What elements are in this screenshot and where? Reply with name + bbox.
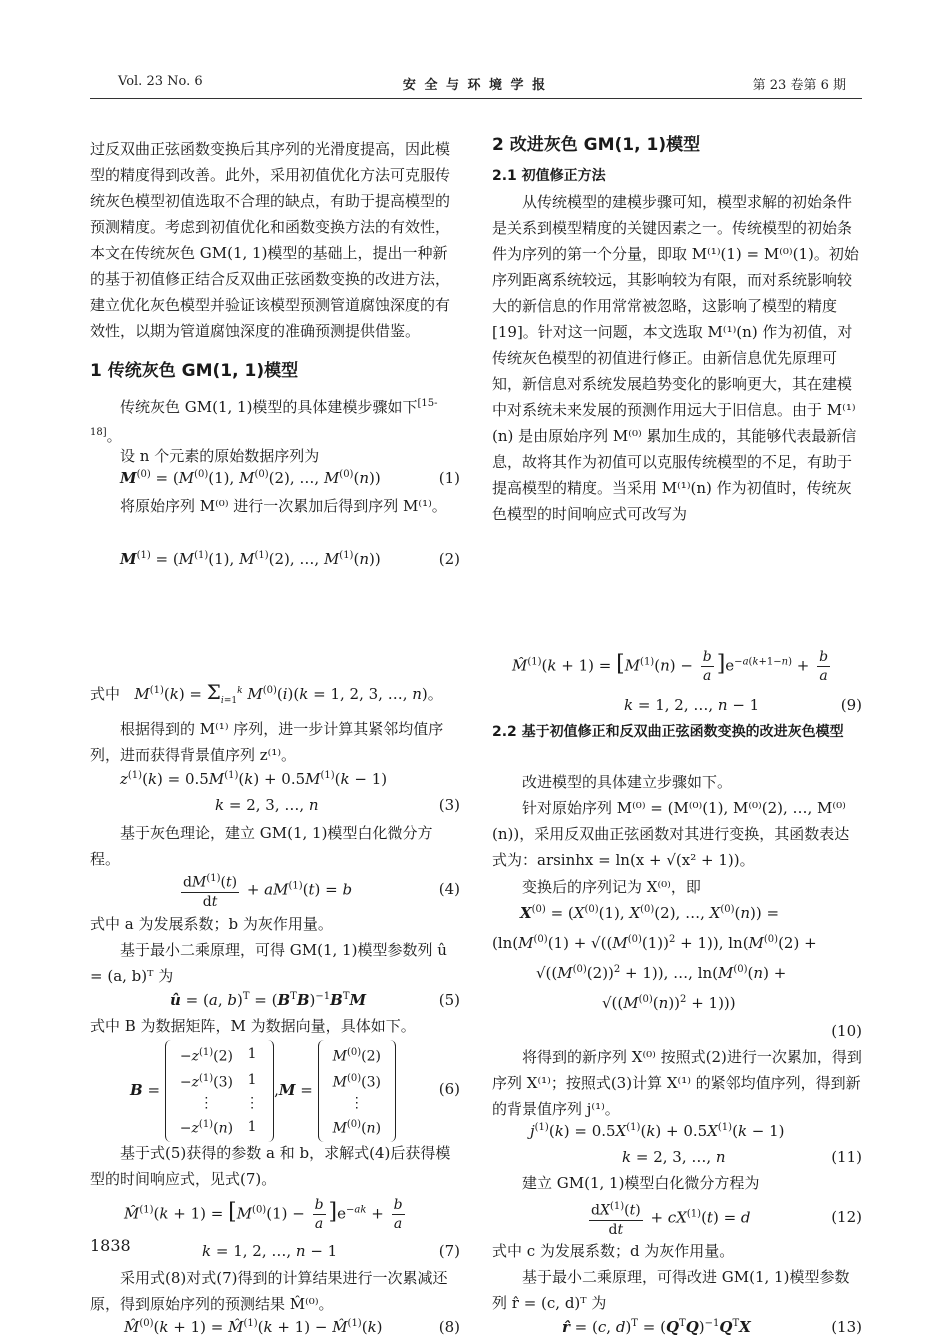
equation-5-number: (5) [438,991,460,1009]
vector-M: $M^{(0)}(2)$ $M^{(0)}(3)$ ⋮ $M^{(0)}(n)$ [318,1040,396,1142]
equation-2: $M^{(1)} = (M^{(1)}(1)$, $M^{(1)}(2)$, …, $M^{(1)}(n)$) [120,550,381,568]
equation-9-range: k = 1, 2, …, n − 1 [624,696,760,714]
equation-6: B = $-z^{(1)}(2)$ 1 $-z^{(1)}(3)$ 1 ⋮ ⋮ $-z^{(1)}(n)$ 1 ,M = $M^{(0)}(2)$ $M^{(0)}(3)$ ⋮ $M^{(0)}(n)$ [130,1040,460,1142]
equation-3-range: k = 2, 3, …, n [215,796,319,814]
para-least-squares: 基于最小二乘原理，可得 GM(1, 1)模型参数列 û = (a, b)ᵀ 为 [90,941,447,985]
header-volume: Vol. 23 No. 6 [118,74,203,89]
header-journal-title: 安 全 与 环 境 学 报 [402,78,548,93]
para-accumulate: 将原始序列 M⁽⁰⁾ 进行一次累加后得到序列 M⁽¹⁾。 [120,497,447,515]
para-modeling-steps: 传统灰色 GM(1, 1)模型的具体建模步骤如下[15-18]。 [90,398,438,445]
page-number: 1838 [90,1236,131,1255]
matrix-B: $-z^{(1)}(2)$ 1 $-z^{(1)}(3)$ 1 ⋮ ⋮ $-z^{(1)}(n)$ 1 [165,1040,274,1142]
para-new-sequence: 将得到的新序列 X⁽⁰⁾ 按照式(2)进行一次累加，得到序列 X⁽¹⁾；按照式(3)计算 X⁽¹⁾ 的紧邻均值序列，得到新的背景值序列 j⁽¹⁾。 [492,1048,862,1118]
equation-7-range: k = 1, 2, …, n − 1 [202,1242,338,1260]
section-2-1-heading: 2.1 初值修正方法 [492,168,606,184]
para-improved-steps: 改进模型的具体建立步骤如下。 [522,773,733,791]
para-time-response: 基于式(5)获得的参数 a 和 b，求解式(4)后获得模型的时间响应式，见式(7)。 [90,1144,451,1188]
equation-9-number: (9) [840,696,862,714]
para-whitening-equation: 基于灰色理论，建立 GM(1, 1)模型白化微分方程。 [90,824,433,868]
equation-4-number: (4) [438,880,460,898]
citation: [15-18] [90,398,438,438]
equation-10-line-1: $X^{(0)} = (X^{(0)}(1)$, $X^{(0)}(2)$, …, $X^{(0)}(n)$) = [520,904,780,922]
equation-10-line-3: $√((M^{(0)}(2))^2 + 1)$), …, $\ln(M^{(0)}(n)$ + [536,964,787,982]
para-matrix-def: 式中 B 为数据矩阵，M 为数据向量，具体如下。 [90,1017,416,1035]
section-1-heading: 1 传统灰色 GM(1, 1)模型 [90,361,299,381]
header-issue: 第 23 卷第 6 期 [752,78,846,93]
para-improved-coefficients: 式中 c 为发展系数；d 为灰作用量。 [492,1242,735,1260]
para-arsinh-transform: 针对原始序列 M⁽⁰⁾ = (M⁽⁰⁾(1), M⁽⁰⁾(2), …, M⁽⁰⁾(n))，采用反双曲正弦函数对其进行变换，其函数表达式为：arsinhx = ln(x + √(x² + 1))。 [492,799,850,869]
equation-12: $\frac{dX^{(1)}(t)}{dt}$ + $cX^{(1)}(t) = d$ [586,1198,862,1239]
equation-7: M̂$^{(1)}$(k + $1) = [M^{(0)}(1)$ − $\frac{b}{a}$ ]$e^{-ak}$ + $\frac{b}{a}$ [124,1197,403,1232]
equation-13-number: (13) [831,1318,862,1336]
intro-paragraph: 过反双曲正弦函数变换后其序列的光滑度提高，因此模型的精度得到改善。此外，采用初值优化方法可克服传统灰色模型初值选取不合理的缺点，有助于提高模型的预测精度。考虑到初值优化和函数变换方法的有效性，本文在传统灰色 GM(1, 1)模型的基础上，提出一种新的基于初值修正结合反双曲正弦函数变换的改进方法，建立优化灰色模型并验证该模型预测管道腐蚀深度的有效性，以期为管道腐蚀深度的准确预测提供借鉴。 [90,140,451,340]
equation-11: $j^{(1)}(k) = 0.5X^{(1)}(k) + 0.5X^{(1)}(k - 1)$ [530,1122,785,1140]
para-inverse-accumulate: 采用式(8)对式(7)得到的计算结果进行一次累减还原，得到原始序列的预测结果 M̂⁽⁰⁾。 [90,1269,448,1313]
equation-12-number: (12) [831,1208,862,1226]
equation-11-range: k = 2, 3, …, n [622,1148,726,1166]
equation-8: M̂$^{(0)}$(k + 1) = M̂$^{(1)}$(k + 1) − M̂$^{(1)}$(k) [124,1318,383,1336]
equation-10-number: (10) [831,1022,862,1040]
para-initial-value-correction: 从传统模型的建模步骤可知，模型求解的初始条件是关系到模型精度的关键因素之一。传统模型的初始条件为序列的第一个分量，即取 M⁽¹⁾(1) = M⁽⁰⁾(1)。初始序列距离系统较远，其影响较为有限，而对系统影响较大的新信息的作用常常被忽略，这影响了模型的精度[19]。针对这一问题，本文选取 M⁽¹⁾(n) 作为初值，对传统灰色模型的初值进行修正。由新信息优先原理可知，新信息对系统发展趋势变化的影响更大，其在建模中对系统未来发展的预测作用远大于旧信息。由于 M⁽¹⁾(n) 是由原始序列 M⁽⁰⁾ 累加生成的，其能够代表最新信息，故将其作为初值可以克服传统模型的不足，有助于提高模型的精度。当采用 M⁽¹⁾(n) 作为初值时，传统灰色模型的时间响应式可改写为 [492,193,859,523]
equation-13: r̂ = (c, $d)^T = (Q^TQ)^{-1}Q^TX$ [562,1318,751,1336]
para-improved-whitening: 建立 GM(1, 1)模型白化微分方程为 [522,1174,760,1192]
para-coefficients: 式中 a 为发展系数；b 为灰作用量。 [90,915,333,933]
equation-2-definition: 式中 $M^{(1)}(k) = \Sigma_{i=1}^k$ $M^{(0)}(i)(k = 1$, 2, 3, …, n)。 [90,680,443,706]
equation-3-number: (3) [438,796,460,814]
equation-10-line-4: $√((M^{(0)}(n))^2 + 1)$)) [602,994,736,1012]
equation-1: $M^{(0)} = (M^{(0)}(1)$, $M^{(0)}(2)$, …, $M^{(0)}(n)$) [120,469,381,487]
equation-2-number: (2) [438,550,460,568]
para-transformed-sequence: 变换后的序列记为 X⁽⁰⁾，即 [522,878,701,896]
para-background-value: 根据得到的 M⁽¹⁾ 序列，进一步计算其紧邻均值序列，进而获得背景值序列 z⁽¹⁾。 [90,720,444,764]
para-improved-least-squares: 基于最小二乘原理，可得改进 GM(1, 1)模型参数列 r̂ = (c, d)ᵀ 为 [492,1268,850,1312]
equation-9: M̂$^{(1)}$(k + $1) = [M^{(1)}(n)$ − $\frac{b}{a}$ ]$e^{-a(k+1-n)}$ + $\frac{b}{a}$ [512,649,829,684]
section-2-2-heading: 2.2 基于初值修正和反双曲正弦函数变换的改进灰色模型 [492,724,844,740]
equation-11-number: (11) [831,1148,862,1166]
para-original-sequence: 设 n 个元素的原始数据序列为 [120,447,320,465]
equation-6-number: (6) [438,1080,460,1098]
equation-8-number: (8) [438,1318,460,1336]
section-2-heading: 2 改进灰色 GM(1, 1)模型 [492,135,701,155]
header-rule [90,98,862,99]
equation-5: û = (a, $b)^T = (B^TB)^{-1}B^TM$ [170,991,367,1009]
equation-10-line-2: ($\ln(M^{(0)}(1) + √((M^{(0)}(1))^2 + 1))$, $\ln(M^{(0)}(2)$ + [492,934,817,952]
equation-1-number: (1) [438,469,460,487]
equation-3: $z^{(1)}(k) = 0.5M^{(1)}(k) + 0.5M^{(1)}(k - 1)$ [120,770,388,788]
equation-7-number: (7) [438,1242,460,1260]
equation-4: $\frac{dM^{(1)}(t)}{dt}$ + $aM^{(1)}(t) = b$ [178,870,460,911]
